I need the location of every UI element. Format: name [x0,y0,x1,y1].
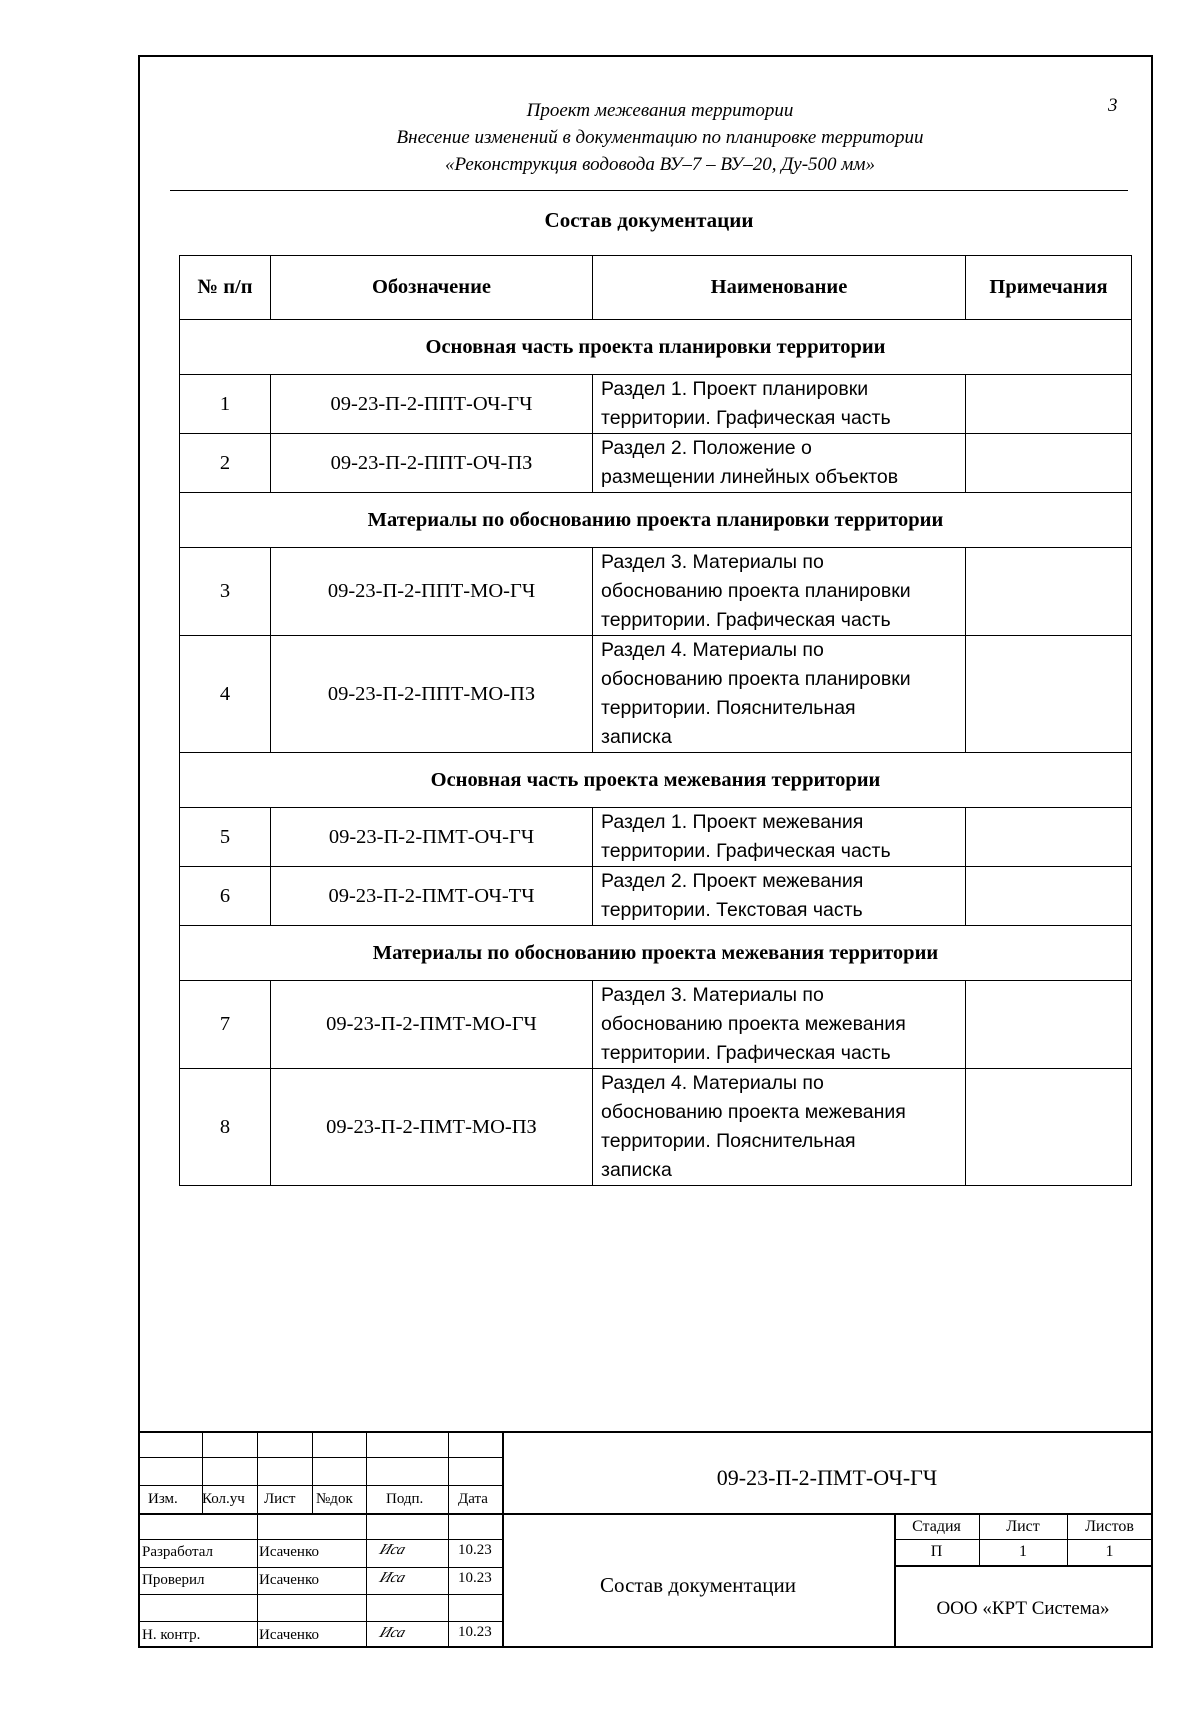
header-line-3: «Реконструкция водовода ВУ–7 – ВУ–20, Ду-500 мм» [444,154,876,175]
row-number: 5 [180,808,271,867]
sheets-value: 1 [1105,1543,1114,1560]
row-name-line: обоснованию проекта межевания [601,1013,906,1035]
table-row [180,434,1132,493]
row-name-line: обоснованию проекта планировки [601,580,911,602]
row-note [966,636,1132,753]
row-code: 09-23-П-2-ППТ-ОЧ-ПЗ [271,434,593,493]
row-name-line: обоснованию проекта планировки [601,668,911,690]
row-note [966,1069,1132,1186]
row-code: 09-23-П-2-ППТ-МО-ПЗ [271,636,593,753]
stamp-label-list: Лист [264,1491,296,1507]
row-name-line: обоснованию проекта межевания [601,1101,906,1123]
stamp-label-kol-uch: Кол.уч [202,1491,245,1507]
row-number: 4 [180,636,271,753]
table-row [180,636,1132,753]
signer-date-checked: 10.23 [458,1570,492,1586]
row-name [593,548,966,636]
document-title: Состав документации [544,208,754,232]
row-note [966,548,1132,636]
signer-name-norm-control: Исаченко [259,1627,319,1643]
section-title: Материалы по обоснованию проекта планировки территории [180,493,1132,548]
stamp-document-title: Состав документации [600,1573,796,1597]
row-name [593,636,966,753]
row-code: 09-23-П-2-ППТ-МО-ГЧ [271,548,593,636]
row-name-line: Раздел 2. Проект межевания [601,870,864,892]
section-title: Материалы по обоснованию проекта межевания территории [180,926,1132,981]
row-name-line: территории. Текстовая часть [601,899,863,921]
row-name-line: записка [601,726,672,748]
row-name [593,808,966,867]
header-line-2: Внесение изменений в документацию по планировке территории [396,127,924,148]
document-header [170,97,1150,178]
row-name-line: Раздел 1. Проект планировки [601,378,869,400]
page-number: 3 [1108,95,1118,116]
column-header-number: № п/п [180,256,271,320]
stamp-label-data: Дата [458,1491,488,1507]
row-name-line: Раздел 4. Материалы по [601,639,824,661]
row-name-line: Раздел 3. Материалы по [601,984,824,1006]
row-number: 8 [180,1069,271,1186]
row-number: 7 [180,981,271,1069]
row-code: 09-23-П-2-ПМТ-ОЧ-ТЧ [271,867,593,926]
row-code: 09-23-П-2-ПМТ-МО-ПЗ [271,1069,593,1186]
stage-header: Стадия [912,1518,961,1535]
column-header-code: Обозначение [271,256,593,320]
column-header-notes: Примечания [966,256,1132,320]
column-header-name: Наименование [593,256,966,320]
table-row [180,1069,1132,1186]
row-name-line: Раздел 3. Материалы по [601,551,824,573]
signature-checked: Иса [377,1570,408,1586]
organization-name: ООО «КРТ Система» [936,1598,1110,1619]
table-body [180,320,1132,1186]
stamp-document-code: 09-23-П-2-ПМТ-ОЧ-ГЧ [716,1465,938,1490]
sheets-header: Листов [1085,1518,1134,1535]
stamp-label-ndok: №док [316,1491,353,1507]
signer-date-norm-control: 10.23 [458,1624,492,1640]
section-title: Основная часть проекта планировки территории [180,320,1132,375]
row-note [966,808,1132,867]
documentation-table [179,255,1132,1186]
row-name [593,867,966,926]
section-row [180,320,1132,375]
row-name-line: Раздел 1. Проект межевания [601,811,864,833]
row-name-line: территории. Пояснительная [601,1130,856,1152]
stage-value: П [930,1543,943,1560]
signer-role-norm-control: Н. контр. [142,1627,201,1643]
table-row [180,375,1132,434]
row-name-line: территории. Графическая часть [601,1042,891,1064]
table-header-row [180,256,1132,320]
signer-role-checked: Проверил [142,1572,205,1588]
row-number: 2 [180,434,271,493]
row-name-line: территории. Графическая часть [601,609,891,631]
row-number: 6 [180,867,271,926]
row-note [966,434,1132,493]
stamp-label-podp: Подп. [386,1491,424,1507]
row-number: 3 [180,548,271,636]
row-name-line: Раздел 4. Материалы по [601,1072,824,1094]
section-row [180,926,1132,981]
row-name [593,1069,966,1186]
row-note [966,867,1132,926]
table-row [180,548,1132,636]
row-code: 09-23-П-2-ППТ-ОЧ-ГЧ [271,375,593,434]
table-row [180,867,1132,926]
section-row [180,753,1132,808]
header-divider [170,190,1128,191]
signer-date-developed: 10.23 [458,1542,492,1558]
row-name-line: Раздел 2. Положение о [601,437,812,459]
signature-developed: Иса [377,1542,408,1558]
row-code: 09-23-П-2-ПМТ-МО-ГЧ [271,981,593,1069]
table-row [180,981,1132,1069]
row-name-line: территории. Графическая часть [601,840,891,862]
stamp-label-izm: Изм. [148,1491,178,1507]
row-note [966,981,1132,1069]
row-name-line: территории. Пояснительная [601,697,856,719]
row-name [593,434,966,493]
title-block [140,1431,1152,1647]
sheet-header: Лист [1006,1518,1040,1535]
row-name-line: территории. Графическая часть [601,407,891,429]
signer-name-checked: Исаченко [259,1572,319,1588]
signature-norm-control: Иса [377,1625,408,1641]
row-name [593,375,966,434]
section-row [180,493,1132,548]
sheet-value: 1 [1019,1543,1027,1560]
row-code: 09-23-П-2-ПМТ-ОЧ-ГЧ [271,808,593,867]
signer-role-developed: Разработал [142,1544,214,1560]
row-name-line: размещении линейных объектов [601,466,899,488]
section-title: Основная часть проекта межевания территории [180,753,1132,808]
row-name-line: записка [601,1159,672,1181]
row-name [593,981,966,1069]
row-note [966,375,1132,434]
signer-name-developed: Исаченко [259,1544,319,1560]
table-row [180,808,1132,867]
header-line-1: Проект межевания территории [526,100,794,121]
row-number: 1 [180,375,271,434]
